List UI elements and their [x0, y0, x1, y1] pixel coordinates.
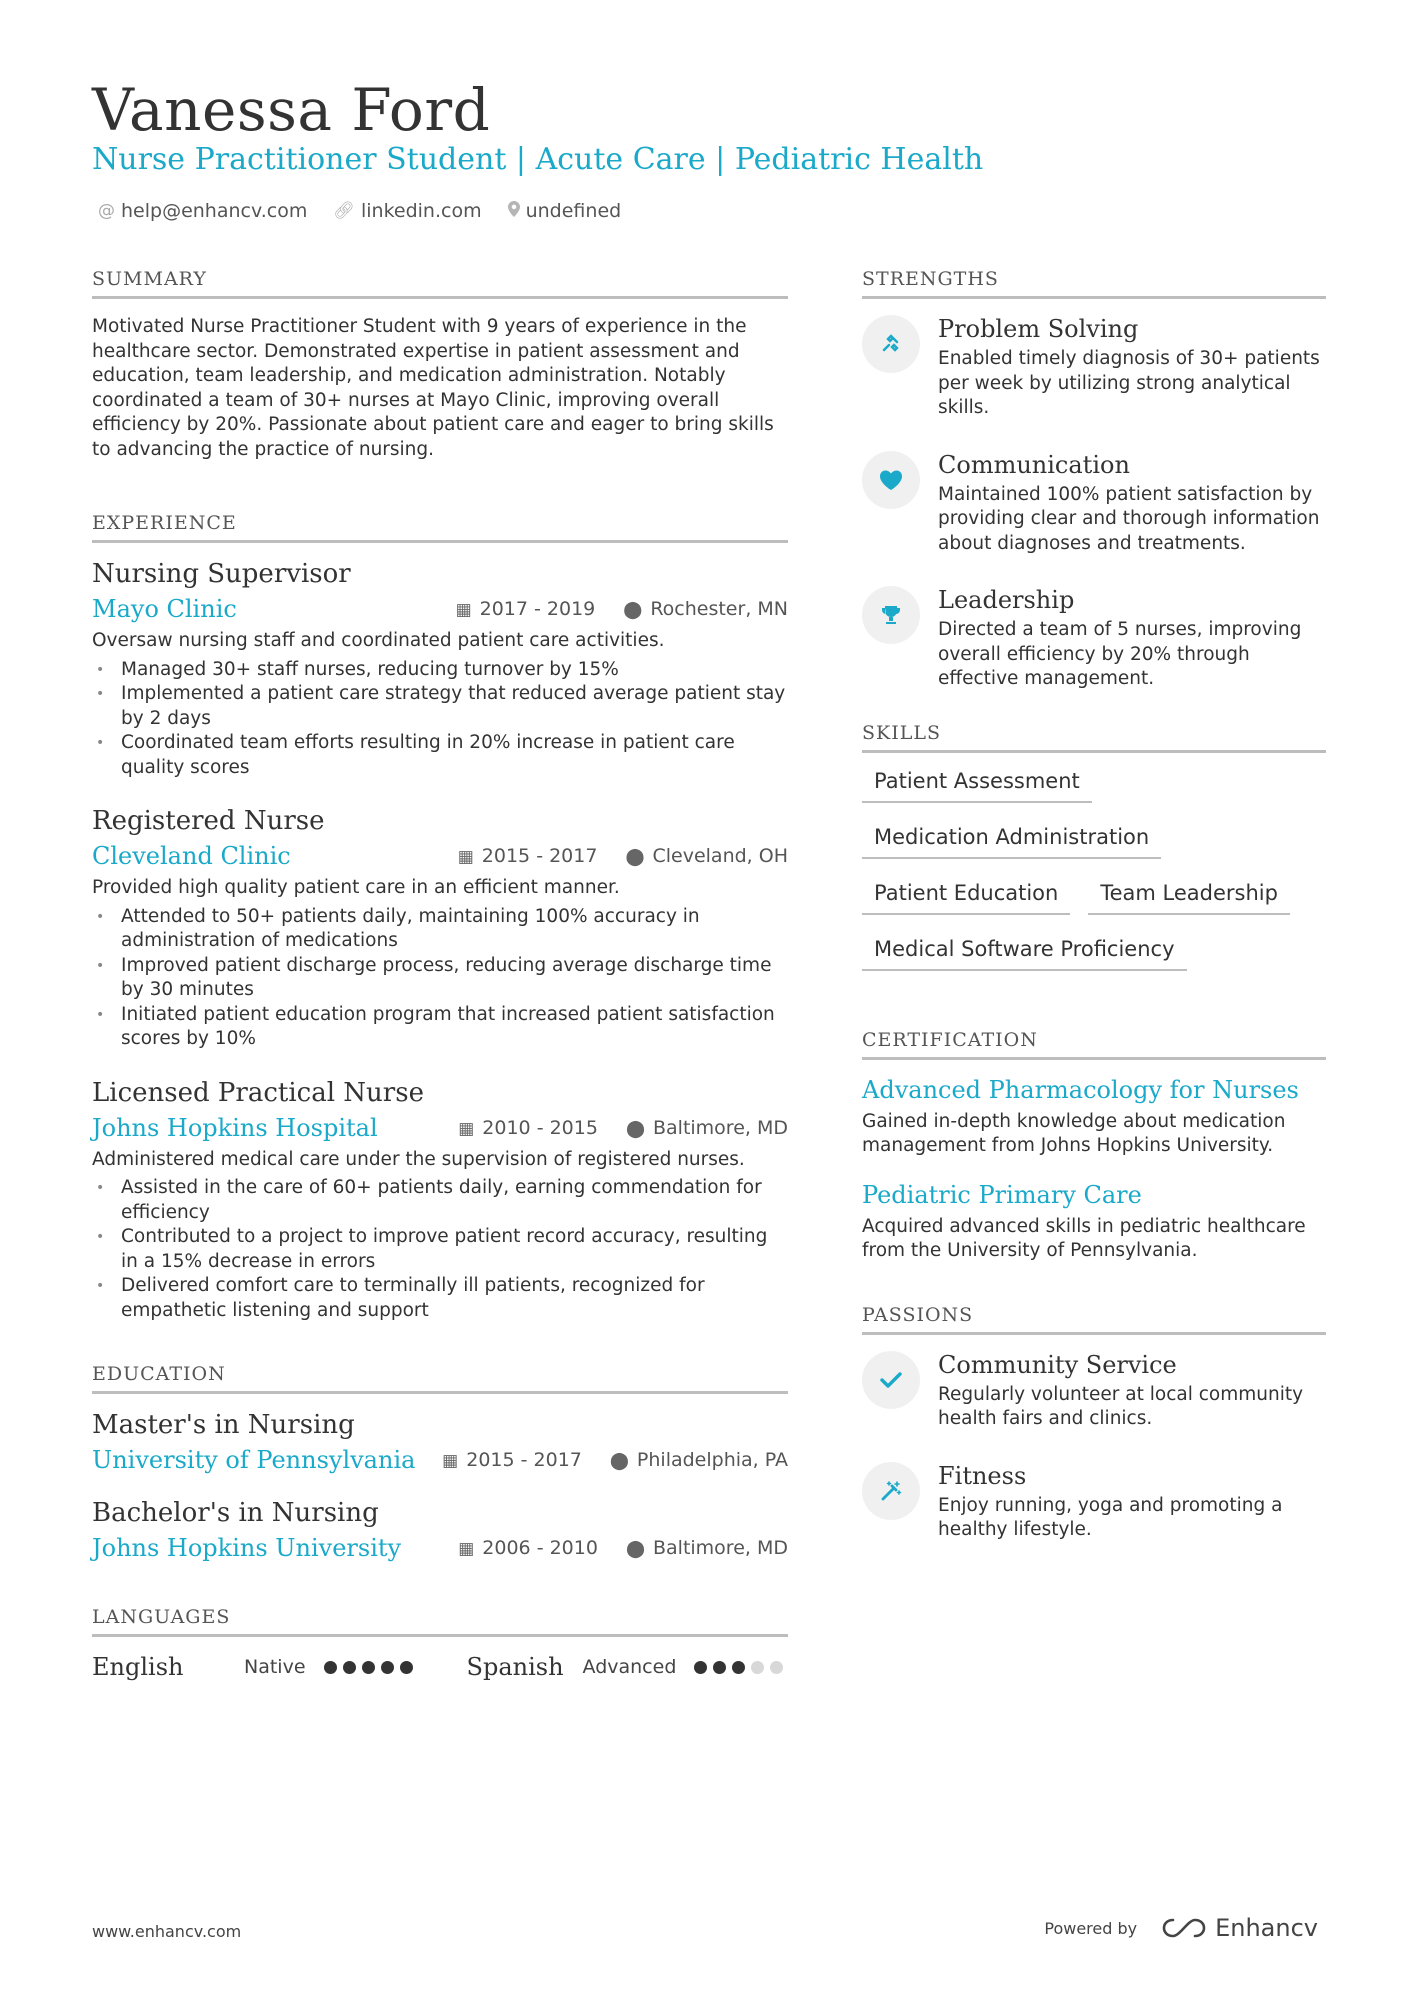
strength-item	[862, 586, 1326, 692]
rating-dot	[400, 1661, 413, 1674]
job-description: Administered medical care under the supervision of registered nurses.	[92, 1148, 745, 1170]
certification-text: Acquired advanced skills in pediatric healthcare from the University of Pennsylvania.	[862, 1215, 1306, 1261]
languages-heading: LANGUAGES	[92, 1606, 788, 1637]
rating-dot	[694, 1661, 707, 1674]
calendar-icon: ▦	[442, 1451, 459, 1471]
check-icon	[862, 1351, 920, 1409]
job-organization: Johns Hopkins Hospital	[92, 1113, 378, 1142]
rating-dot	[751, 1661, 764, 1674]
calendar-icon: ▦	[458, 1118, 475, 1139]
candidate-name: Vanessa Ford	[92, 76, 491, 144]
job-bullet: • Attended to 50+ patients daily, maintaining 100% accuracy in administration of medications	[92, 905, 788, 954]
degree: Bachelor's in Nursing	[92, 1498, 379, 1528]
calendar-icon: ▦	[458, 1539, 475, 1559]
infinity-icon	[1161, 1917, 1207, 1939]
job-description: Provided high quality patient care in an efficient manner.	[92, 877, 620, 898]
job-bullet: • Delivered comfort care to terminally ill patients, recognized for empathetic listening and support	[92, 1274, 788, 1323]
rating-dot	[713, 1661, 726, 1674]
skill-tag: Medical Software Proficiency	[862, 937, 1187, 971]
passion-title: Fitness	[938, 1461, 1027, 1490]
contact-email[interactable]	[98, 200, 307, 222]
heart-icon	[862, 451, 920, 509]
language-item	[92, 1653, 413, 1681]
passions-heading: PASSIONS	[862, 1304, 1326, 1335]
trophy-icon	[862, 586, 920, 644]
location-icon: ⬤	[623, 600, 643, 620]
strength-text: Directed a team of 5 nurses, improving overall efficiency by 20% through effective management.	[938, 619, 1302, 689]
location-icon	[508, 201, 520, 222]
job-dates: ▦ 2010 - 2015	[458, 1116, 598, 1139]
skill-tag: Team Leadership	[1088, 881, 1290, 915]
job-bullet: • Assisted in the care of 60+ patients daily, earning commendation for efficiency	[92, 1176, 788, 1225]
brand-logo[interactable]	[1161, 1914, 1318, 1942]
school: Johns Hopkins University	[92, 1534, 402, 1562]
education-location: ⬤ Baltimore, MD	[625, 1537, 788, 1559]
job-location: ⬤ Cleveland, OH	[625, 845, 788, 867]
certification-text: Gained in-depth knowledge about medication management from Johns Hopkins University.	[862, 1110, 1286, 1156]
passion-title: Community Service	[938, 1350, 1177, 1379]
language-rating	[324, 1661, 413, 1674]
strength-text: Enabled timely diagnosis of 30+ patients per week by utilizing strong analytical skills.	[938, 348, 1320, 418]
left-column	[92, 268, 788, 1681]
job-bullets	[92, 658, 788, 781]
skill-tag: Medication Administration	[862, 825, 1161, 859]
school: University of Pennsylvania	[92, 1446, 416, 1474]
language-rating	[694, 1661, 783, 1674]
contact-list	[98, 200, 621, 222]
rating-dot	[732, 1661, 745, 1674]
puzzle-icon	[862, 315, 920, 373]
education-heading: EDUCATION	[92, 1363, 788, 1394]
job-title: Registered Nurse	[92, 806, 325, 836]
footer-website[interactable]: www.enhancv.com	[92, 1922, 242, 1941]
rating-dot	[770, 1661, 783, 1674]
strengths-heading: STRENGTHS	[862, 268, 1326, 299]
skill-tag: Patient Assessment	[862, 769, 1092, 803]
job-bullet: • Improved patient discharge process, reducing average discharge time by 30 minutes	[92, 954, 788, 1003]
job-description: Oversaw nursing staff and coordinated patient care activities.	[92, 630, 665, 651]
rating-dot	[381, 1661, 394, 1674]
certification-title: Pediatric Primary Care	[862, 1180, 1142, 1209]
job-bullets	[92, 905, 788, 1052]
passion-text: Regularly volunteer at local community health fairs and clinics.	[938, 1383, 1304, 1429]
strength-text: Maintained 100% patient satisfaction by providing clear and thorough information about diagnoses and treatments.	[938, 483, 1320, 554]
job-bullets	[92, 1176, 788, 1323]
summary-heading: SUMMARY	[92, 268, 788, 299]
job-title: Licensed Practical Nurse	[92, 1077, 424, 1108]
job-bullet: • Coordinated team efforts resulting in 20% increase in patient care quality scores	[92, 731, 788, 780]
powered-by-label: Powered by	[1044, 1918, 1138, 1938]
location-icon: ⬤	[625, 1539, 645, 1559]
education-item	[92, 1410, 788, 1474]
job-organization: Cleveland Clinic	[92, 842, 291, 870]
summary-text: Motivated Nurse Practitioner Student with 9 years of experience in the healthcare sector. Demonstrated expertise in patient assessment and education, team leadership, and medication administration. Notably coordinated a team of 30+ nurses at Mayo Clinic, improving overall efficiency by 20%. Passionate about patient care and eager to bring skills to advancing the practice of nursing.	[92, 316, 774, 460]
job-bullet: • Initiated patient education program that increased patient satisfaction scores by 10%	[92, 1003, 788, 1052]
language-name: Spanish	[466, 1653, 564, 1681]
at-icon: @	[98, 201, 115, 221]
language-level: Native	[244, 1656, 306, 1678]
degree: Master's in Nursing	[92, 1410, 355, 1440]
strength-title: Leadership	[938, 586, 1075, 614]
certification-heading: CERTIFICATION	[862, 1029, 1326, 1060]
skills-heading: SKILLS	[862, 722, 1326, 753]
calendar-icon: ▦	[457, 847, 474, 867]
experience-item	[92, 1078, 788, 1324]
link-icon: 🔗︎	[333, 201, 355, 221]
contact-linkedin[interactable]	[333, 200, 481, 222]
passion-text: Enjoy running, yoga and promoting a healthy lifestyle.	[938, 1494, 1283, 1540]
contact-location	[508, 200, 622, 222]
location-icon: ⬤	[609, 1451, 629, 1471]
certification-item	[862, 1181, 1326, 1264]
right-column	[862, 268, 1326, 1573]
certification-item	[862, 1076, 1326, 1159]
passion-item	[862, 1462, 1326, 1543]
language-name: English	[92, 1653, 184, 1681]
strength-item	[862, 315, 1326, 421]
education-dates: ▦ 2015 - 2017	[442, 1449, 582, 1471]
certification-title: Advanced Pharmacology for Nurses	[862, 1075, 1299, 1104]
experience-heading: EXPERIENCE	[92, 512, 788, 543]
passion-item	[862, 1351, 1326, 1432]
location-icon: ⬤	[625, 1118, 645, 1139]
job-organization: Mayo Clinic	[92, 595, 237, 623]
job-location: ⬤ Rochester, MN	[623, 598, 788, 620]
education-item	[92, 1498, 788, 1562]
rating-dot	[343, 1661, 356, 1674]
rating-dot	[324, 1661, 337, 1674]
job-bullet: • Managed 30+ staff nurses, reducing turnover by 15%	[92, 658, 788, 683]
skill-list	[862, 769, 1322, 971]
strength-title: Communication	[938, 450, 1130, 479]
contact-location-text: undefined	[525, 200, 622, 222]
language-list	[92, 1653, 788, 1681]
job-title: Nursing Supervisor	[92, 559, 351, 589]
contact-linkedin-text: linkedin.com	[360, 200, 482, 222]
magic-wand-icon	[862, 1462, 920, 1520]
brand-name: Enhancv	[1215, 1914, 1318, 1942]
location-icon: ⬤	[625, 847, 645, 867]
strength-item	[862, 451, 1326, 557]
education-dates: ▦ 2006 - 2010	[458, 1537, 598, 1559]
experience-item	[92, 806, 788, 1052]
footer-branding	[1044, 1914, 1318, 1942]
candidate-title: Nurse Practitioner Student | Acute Care | Pediatric Health	[92, 142, 984, 177]
job-bullet: • Contributed to a project to improve patient record accuracy, resulting in a 15% decrease in errors	[92, 1225, 788, 1274]
language-level: Advanced	[582, 1656, 677, 1678]
education-location: ⬤ Philadelphia, PA	[609, 1449, 788, 1471]
strength-title: Problem Solving	[938, 315, 1139, 343]
contact-email-text: help@enhancv.com	[121, 200, 308, 222]
calendar-icon: ▦	[455, 600, 472, 620]
language-item	[467, 1653, 784, 1681]
rating-dot	[362, 1661, 375, 1674]
job-location: ⬤ Baltimore, MD	[625, 1116, 788, 1139]
job-dates: ▦ 2015 - 2017	[457, 845, 598, 867]
job-dates: ▦ 2017 - 2019	[455, 598, 596, 620]
job-bullet: • Implemented a patient care strategy that reduced average patient stay by 2 days	[92, 682, 788, 731]
skill-tag: Patient Education	[862, 881, 1070, 915]
experience-item	[92, 559, 788, 780]
